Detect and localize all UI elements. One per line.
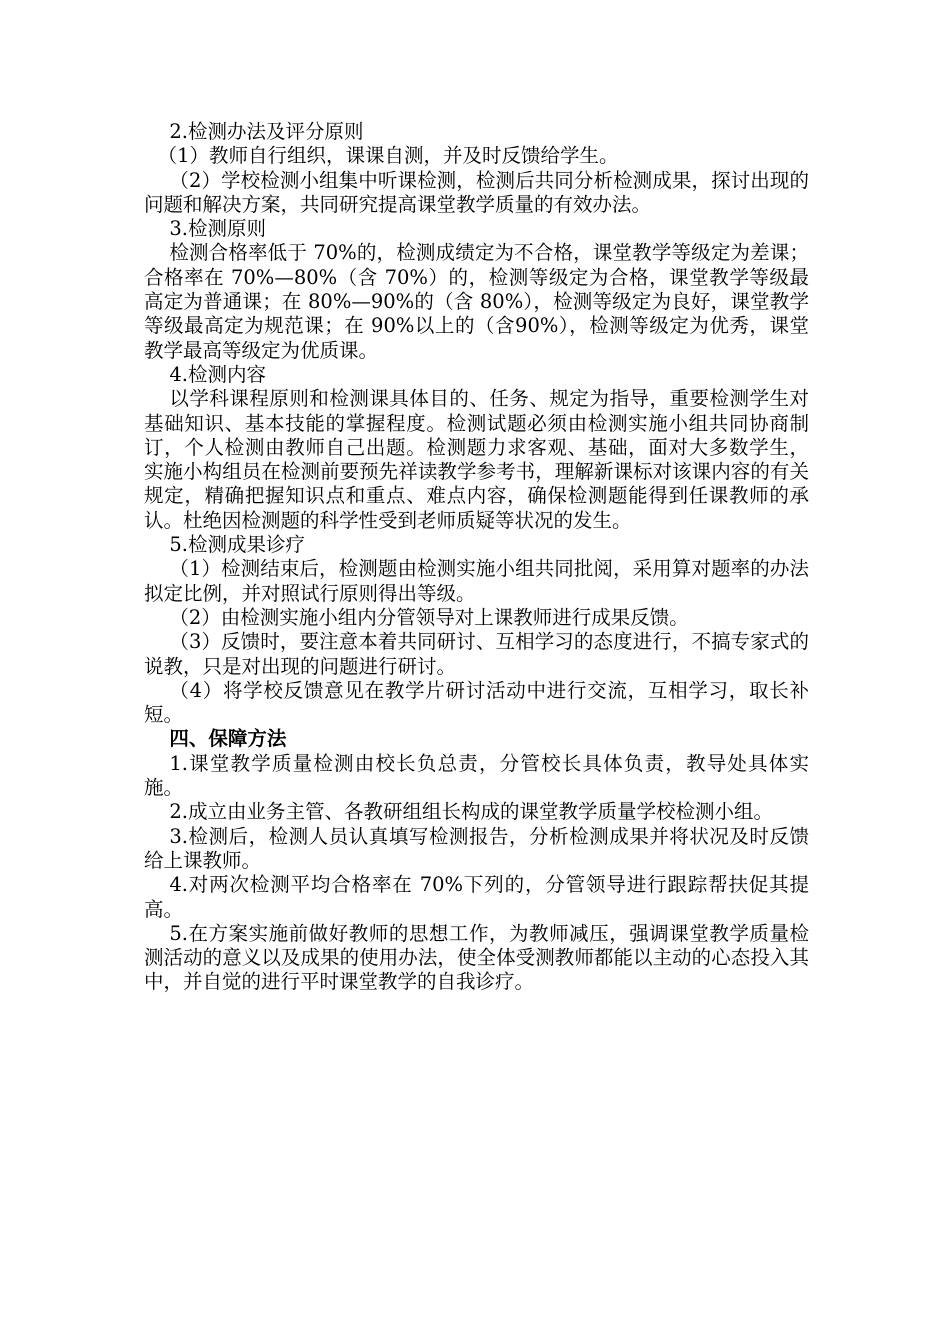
section-heading-guarantee: 四、保障方法	[169, 727, 287, 751]
paragraph-section-3-title: 3.检测原则	[169, 217, 266, 241]
paragraph-section-5-title: 5.检测成果诊疗	[169, 533, 305, 557]
document-page	[144, 120, 809, 995]
paragraph-guarantee-5: 5.在方案实施前做好教师的思想工作，为教师减压，强调课堂教学质量检测活动的意义以及成果的使用办法，使全体受测教师都能以主动的心态投入其中，并自觉的进行平时课堂教学的自我诊疗。	[144, 921, 809, 994]
paragraph-5-2: （2）由检测实施小组内分管领导对上课教师进行成果反馈。	[169, 605, 689, 629]
paragraph-guarantee-2: 2.成立由业务主管、各教研组组长构成的课堂教学质量学校检测小组。	[169, 800, 773, 824]
paragraph-guarantee-1: 1.课堂教学质量检测由校长负总责，分管校长具体负责，教导处具体实施。	[144, 751, 809, 800]
paragraph-4-body: 以学科课程原则和检测课具体目的、任务、规定为指导，重要检测学生对基础知识、基本技能的掌握程度。检测试题必须由检测实施小组共同协商制订，个人检测由教师自己出题。检测题力求客观、基础，面对大多数学生， 实施小构组员在检测前要预先祥读教学参考书，理解新课标对该课内容的有关规定，精确把握知识点和重点、难点内容，确保检测题能得到任课教师的承认。杜绝因检测题的科学性受到老师质疑等状况的发生。	[144, 387, 809, 532]
paragraph-5-3: （3）反馈时，要注意本着共同研讨、互相学习的态度进行，不搞专家式的说教，只是对出现的问题进行研讨。	[144, 630, 809, 678]
paragraph-section-2-title: 2.检测办法及评分原则	[169, 120, 364, 143]
paragraph-2-2: （2）学校检测小组集中听课检测，检测后共同分析检测成果，探讨出现的问题和解决方案，共同研究提高课堂教学质量的有效办法。	[144, 168, 809, 216]
paragraph-section-4-title: 4.检测内容	[169, 362, 266, 386]
paragraph-3-body: 检测合格率低于 70%的，检测成绩定为不合格，课堂教学等级定为差课；合格率在 70%—80%（含 70%）的，检测等级定为合格，课堂教学等级最高定为普通课；在 80%—90%的（含 80%），检测等级定为良好，课堂教学等级最高定为规范课；在 90%以上的（含90%），检测等级定为优秀，课堂教学最高等级定为优质课。	[144, 241, 809, 362]
paragraph-guarantee-3: 3.检测后，检测人员认真填写检测报告，分析检测成果并将状况及时反馈给上课教师。	[144, 824, 809, 872]
paragraph-5-4: （4）将学校反馈意见在教学片研讨活动中进行交流，互相学习，取长补短。	[144, 678, 809, 727]
paragraph-guarantee-4: 4.对两次检测平均合格率在 70%下列的，分管领导进行跟踪帮扶促其提高。	[144, 873, 809, 921]
paragraph-5-1: （1）检测结束后，检测题由检测实施小组共同批阅，采用算对题率的办法拟定比例，并对照试行原则得出等级。	[144, 557, 809, 605]
paragraph-2-1: （1）教师自行组织，课课自测，并及时反馈给学生。	[157, 144, 619, 168]
